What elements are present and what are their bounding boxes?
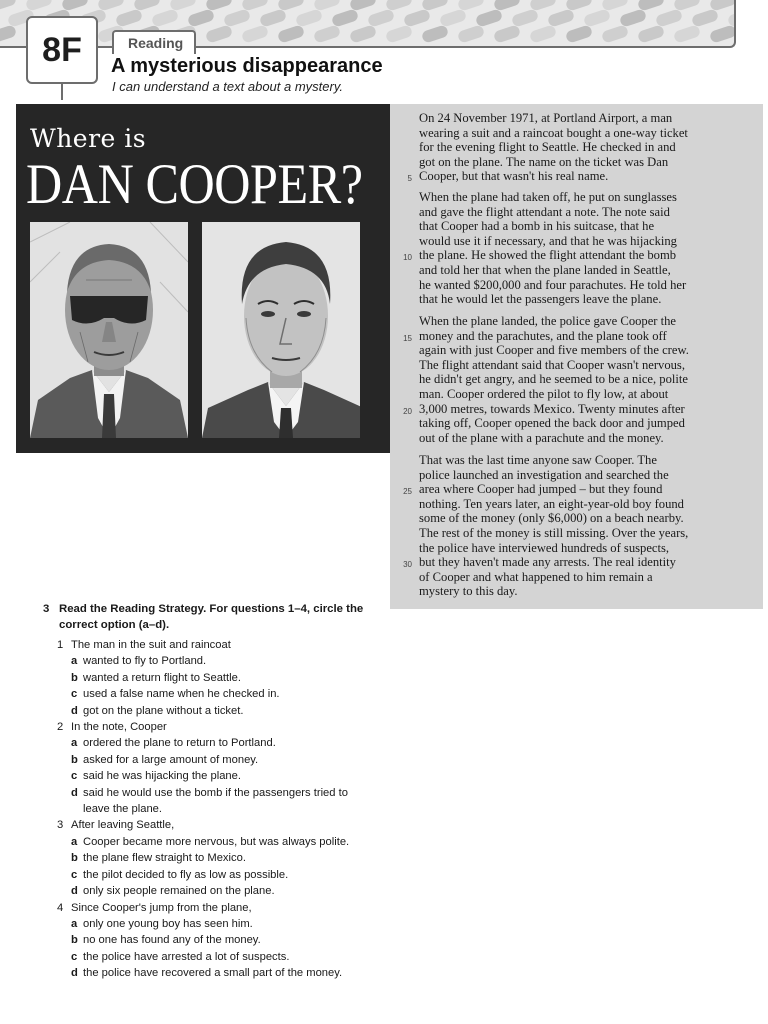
article-line <box>419 343 731 358</box>
article-line <box>419 219 731 234</box>
option-a[interactable] <box>43 916 373 932</box>
suspect-sketch-portrait <box>202 222 360 438</box>
option-letter[interactable]: a <box>71 737 78 750</box>
article-line-text: for the evening flight to Seattle. He checked in and <box>419 140 676 155</box>
article-line-text: out of the plane with a parachute and the money. <box>419 430 664 445</box>
option-c[interactable] <box>43 867 373 883</box>
article-line-text: but they haven't made any arrests. The real identity <box>419 555 676 570</box>
option-text: only six people remained on the plane. <box>83 885 275 898</box>
article-text-box <box>390 104 763 609</box>
article-paragraph <box>407 111 731 184</box>
section-tab <box>112 30 196 54</box>
option-letter[interactable]: d <box>71 967 78 980</box>
article-paragraph <box>403 453 731 599</box>
article-line <box>419 314 731 329</box>
article-line <box>419 140 731 155</box>
line-number: 5 <box>407 174 412 184</box>
unit-code: 8F <box>42 30 82 69</box>
article-line-text: he wanted $200,000 and four parachutes. He told her <box>419 277 687 292</box>
question-4 <box>43 900 373 916</box>
article-line-text: of Cooper and what happened to him remain a <box>419 569 653 584</box>
line-number: 20 <box>403 406 412 416</box>
question-stem: Since Cooper's jump from the plane, <box>71 901 252 914</box>
option-text: ordered the plane to return to Portland. <box>83 737 276 750</box>
article-line-text: police launched an investigation and searched the <box>419 467 669 482</box>
article-line <box>419 416 731 431</box>
article-line-text: When the plane had taken off, he put on sunglasses <box>419 190 677 204</box>
line-number: 25 <box>403 487 412 497</box>
question-number: 3 <box>57 819 64 832</box>
option-letter[interactable]: a <box>71 835 78 848</box>
article-line <box>419 372 731 387</box>
article-paragraph <box>403 190 731 307</box>
article-line <box>419 358 731 373</box>
instruction-line: correct option (a–d). <box>59 619 170 631</box>
option-letter[interactable]: d <box>71 786 78 799</box>
option-letter[interactable]: b <box>71 934 78 947</box>
option-a[interactable] <box>43 653 373 669</box>
article-line <box>419 263 731 278</box>
option-text: said he was hijacking the plane. <box>83 770 241 783</box>
option-letter[interactable]: b <box>71 753 78 766</box>
article-line <box>419 155 731 170</box>
header-pattern <box>0 0 734 46</box>
article-line <box>419 234 731 249</box>
article-line <box>419 111 731 126</box>
article-line-text: taking off, Cooper opened the back door and jumped <box>419 416 685 431</box>
option-letter[interactable]: d <box>71 704 78 717</box>
line-number: 10 <box>403 253 412 263</box>
question-number: 2 <box>57 721 64 734</box>
article-line <box>419 292 731 307</box>
option-d[interactable] <box>43 965 373 981</box>
option-text: the plane flew straight to Mexico. <box>83 852 246 865</box>
article-line <box>419 387 731 402</box>
article-line <box>419 497 731 512</box>
option-letter[interactable]: b <box>71 852 78 865</box>
question-number: 4 <box>57 901 64 914</box>
option-c[interactable] <box>43 686 373 702</box>
article-line <box>403 401 731 417</box>
article-line <box>419 468 731 483</box>
option-letter[interactable]: d <box>71 885 78 898</box>
article-line-text: mystery to this day. <box>419 584 518 599</box>
instruction-line: Read the Reading Strategy. For questions 1–4, circle the <box>59 603 364 615</box>
article-line-text: and told her that when the plane landed in Seattle, <box>419 262 671 277</box>
article-line-text: some of the money (only $6,000) on a beach nearby. <box>419 511 684 526</box>
article-line <box>419 526 731 541</box>
article-line-text: the police have interviewed hundreds of suspects, <box>419 540 670 555</box>
question-number: 1 <box>57 639 64 651</box>
article-line <box>403 482 731 497</box>
option-text: said he would use the bomb if the passengers tried to leave the plane. <box>83 786 348 816</box>
article-line-text: The rest of the money is still missing. Over the years, <box>419 525 689 540</box>
article-line-text: man. Cooper ordered the pilot to fly low, at about <box>419 386 669 401</box>
question-2 <box>43 719 373 735</box>
article-line <box>419 278 731 293</box>
option-text: no one has found any of the money. <box>83 934 261 947</box>
option-b[interactable] <box>43 932 373 948</box>
option-b[interactable] <box>43 752 373 768</box>
article-line-text: That was the last time anyone saw Cooper. The <box>419 453 657 467</box>
option-text: wanted a return flight to Seattle. <box>83 671 241 684</box>
article-line-text: money and the parachutes, and the plane took off <box>419 328 667 343</box>
option-letter[interactable]: c <box>71 950 78 963</box>
option-d[interactable] <box>43 703 373 719</box>
article-line-text: he didn't get angry, and he seemed to be a nice, polite <box>419 372 688 387</box>
option-letter[interactable]: a <box>71 917 78 930</box>
page-title: A mysterious disappearance <box>111 55 383 77</box>
option-text: the police have arrested a lot of suspects. <box>83 950 290 963</box>
exercise-instruction <box>43 601 373 633</box>
option-letter[interactable]: b <box>71 671 78 684</box>
article-line-text: nothing. Ten years later, an eight-year-old boy found <box>419 496 684 511</box>
page-subtitle: I can understand a text about a mystery. <box>112 79 343 94</box>
article-line-text: 3,000 metres, towards Mexico. Twenty minutes after <box>419 401 685 416</box>
question-stem: In the note, Cooper <box>71 721 167 734</box>
article-line-text: On 24 November 1971, at Portland Airport, a man <box>419 111 673 125</box>
option-text: wanted to fly to Portland. <box>83 655 207 668</box>
article-line <box>419 541 731 556</box>
question-3 <box>43 817 373 833</box>
article-line <box>419 205 731 220</box>
option-a[interactable] <box>43 735 373 751</box>
article-line-text: that he would let the passengers leave the plane. <box>419 292 662 307</box>
article-line-text: again with just Cooper and five members of the crew. <box>419 343 689 358</box>
question-stem: The man in the suit and raincoat <box>71 639 231 651</box>
option-text: got on the plane without a ticket. <box>83 704 244 717</box>
option-c[interactable] <box>43 949 373 965</box>
option-letter[interactable]: c <box>71 868 78 881</box>
article-line-text: the plane. He showed the flight attendant the bomb <box>419 248 677 263</box>
article-line <box>419 431 731 446</box>
exercise-3 <box>43 601 373 982</box>
article-line <box>403 248 731 263</box>
article-line <box>419 584 731 599</box>
article-line <box>403 555 731 570</box>
article-line-text: The flight attendant said that Cooper wasn't nervous, <box>419 357 685 372</box>
line-number: 15 <box>403 333 412 343</box>
suspect-sketch-sunglasses <box>30 222 188 438</box>
article-line-text: area where Cooper had jumped – but they found <box>419 482 663 497</box>
article-line <box>419 570 731 585</box>
image-panel <box>16 104 390 453</box>
exercise-number: 3 <box>43 603 50 615</box>
article-line <box>419 453 731 468</box>
option-a[interactable] <box>43 834 373 850</box>
option-text: asked for a large amount of money. <box>83 753 259 766</box>
unit-code-box <box>26 16 98 84</box>
option-letter[interactable]: c <box>71 688 78 701</box>
image-heading-line1: Where is <box>30 124 147 153</box>
article-line <box>419 190 731 205</box>
unit-code-stem <box>61 84 63 100</box>
article-line-text: that Cooper had a bomb in his suitcase, that he <box>419 219 655 234</box>
article-line-text: wearing a suit and a raincoat bought a one-way ticket <box>419 125 688 140</box>
option-text: the police have recovered a small part of the money. <box>83 967 343 980</box>
question-1 <box>43 637 373 653</box>
line-number: 30 <box>403 560 412 570</box>
article-line-text: and gave the flight attendant a note. The note said <box>419 204 670 219</box>
article-line-text: got on the plane. The name on the ticket was Dan <box>419 154 669 169</box>
option-d[interactable] <box>43 883 373 899</box>
option-letter[interactable]: a <box>71 655 78 668</box>
option-text: Cooper became more nervous, but was always polite. <box>83 835 350 848</box>
option-b[interactable] <box>43 670 373 686</box>
article-line-text: Cooper, but that wasn't his real name. <box>419 169 609 184</box>
question-stem: After leaving Seattle, <box>71 819 175 832</box>
article-paragraph <box>403 314 731 445</box>
option-b[interactable] <box>43 850 373 866</box>
article-line-text: When the plane landed, the police gave Cooper the <box>419 314 677 328</box>
article-line-text: would use it if necessary, and that he was hijacking <box>419 233 677 248</box>
article-line <box>403 328 731 344</box>
header-pattern-band <box>0 0 736 48</box>
image-heading-line2: DAN COOPER? <box>26 153 363 216</box>
section-tab-label: Reading <box>128 35 184 51</box>
article-line <box>419 126 731 141</box>
option-text: used a false name when he checked in. <box>83 688 280 701</box>
article-line <box>407 169 731 184</box>
option-text: the pilot decided to fly as low as possible. <box>83 868 289 881</box>
option-text: only one young boy has seen him. <box>83 917 253 930</box>
option-d[interactable] <box>43 785 373 818</box>
article-line <box>419 511 731 526</box>
option-letter[interactable]: c <box>71 770 78 783</box>
option-c[interactable] <box>43 768 373 784</box>
